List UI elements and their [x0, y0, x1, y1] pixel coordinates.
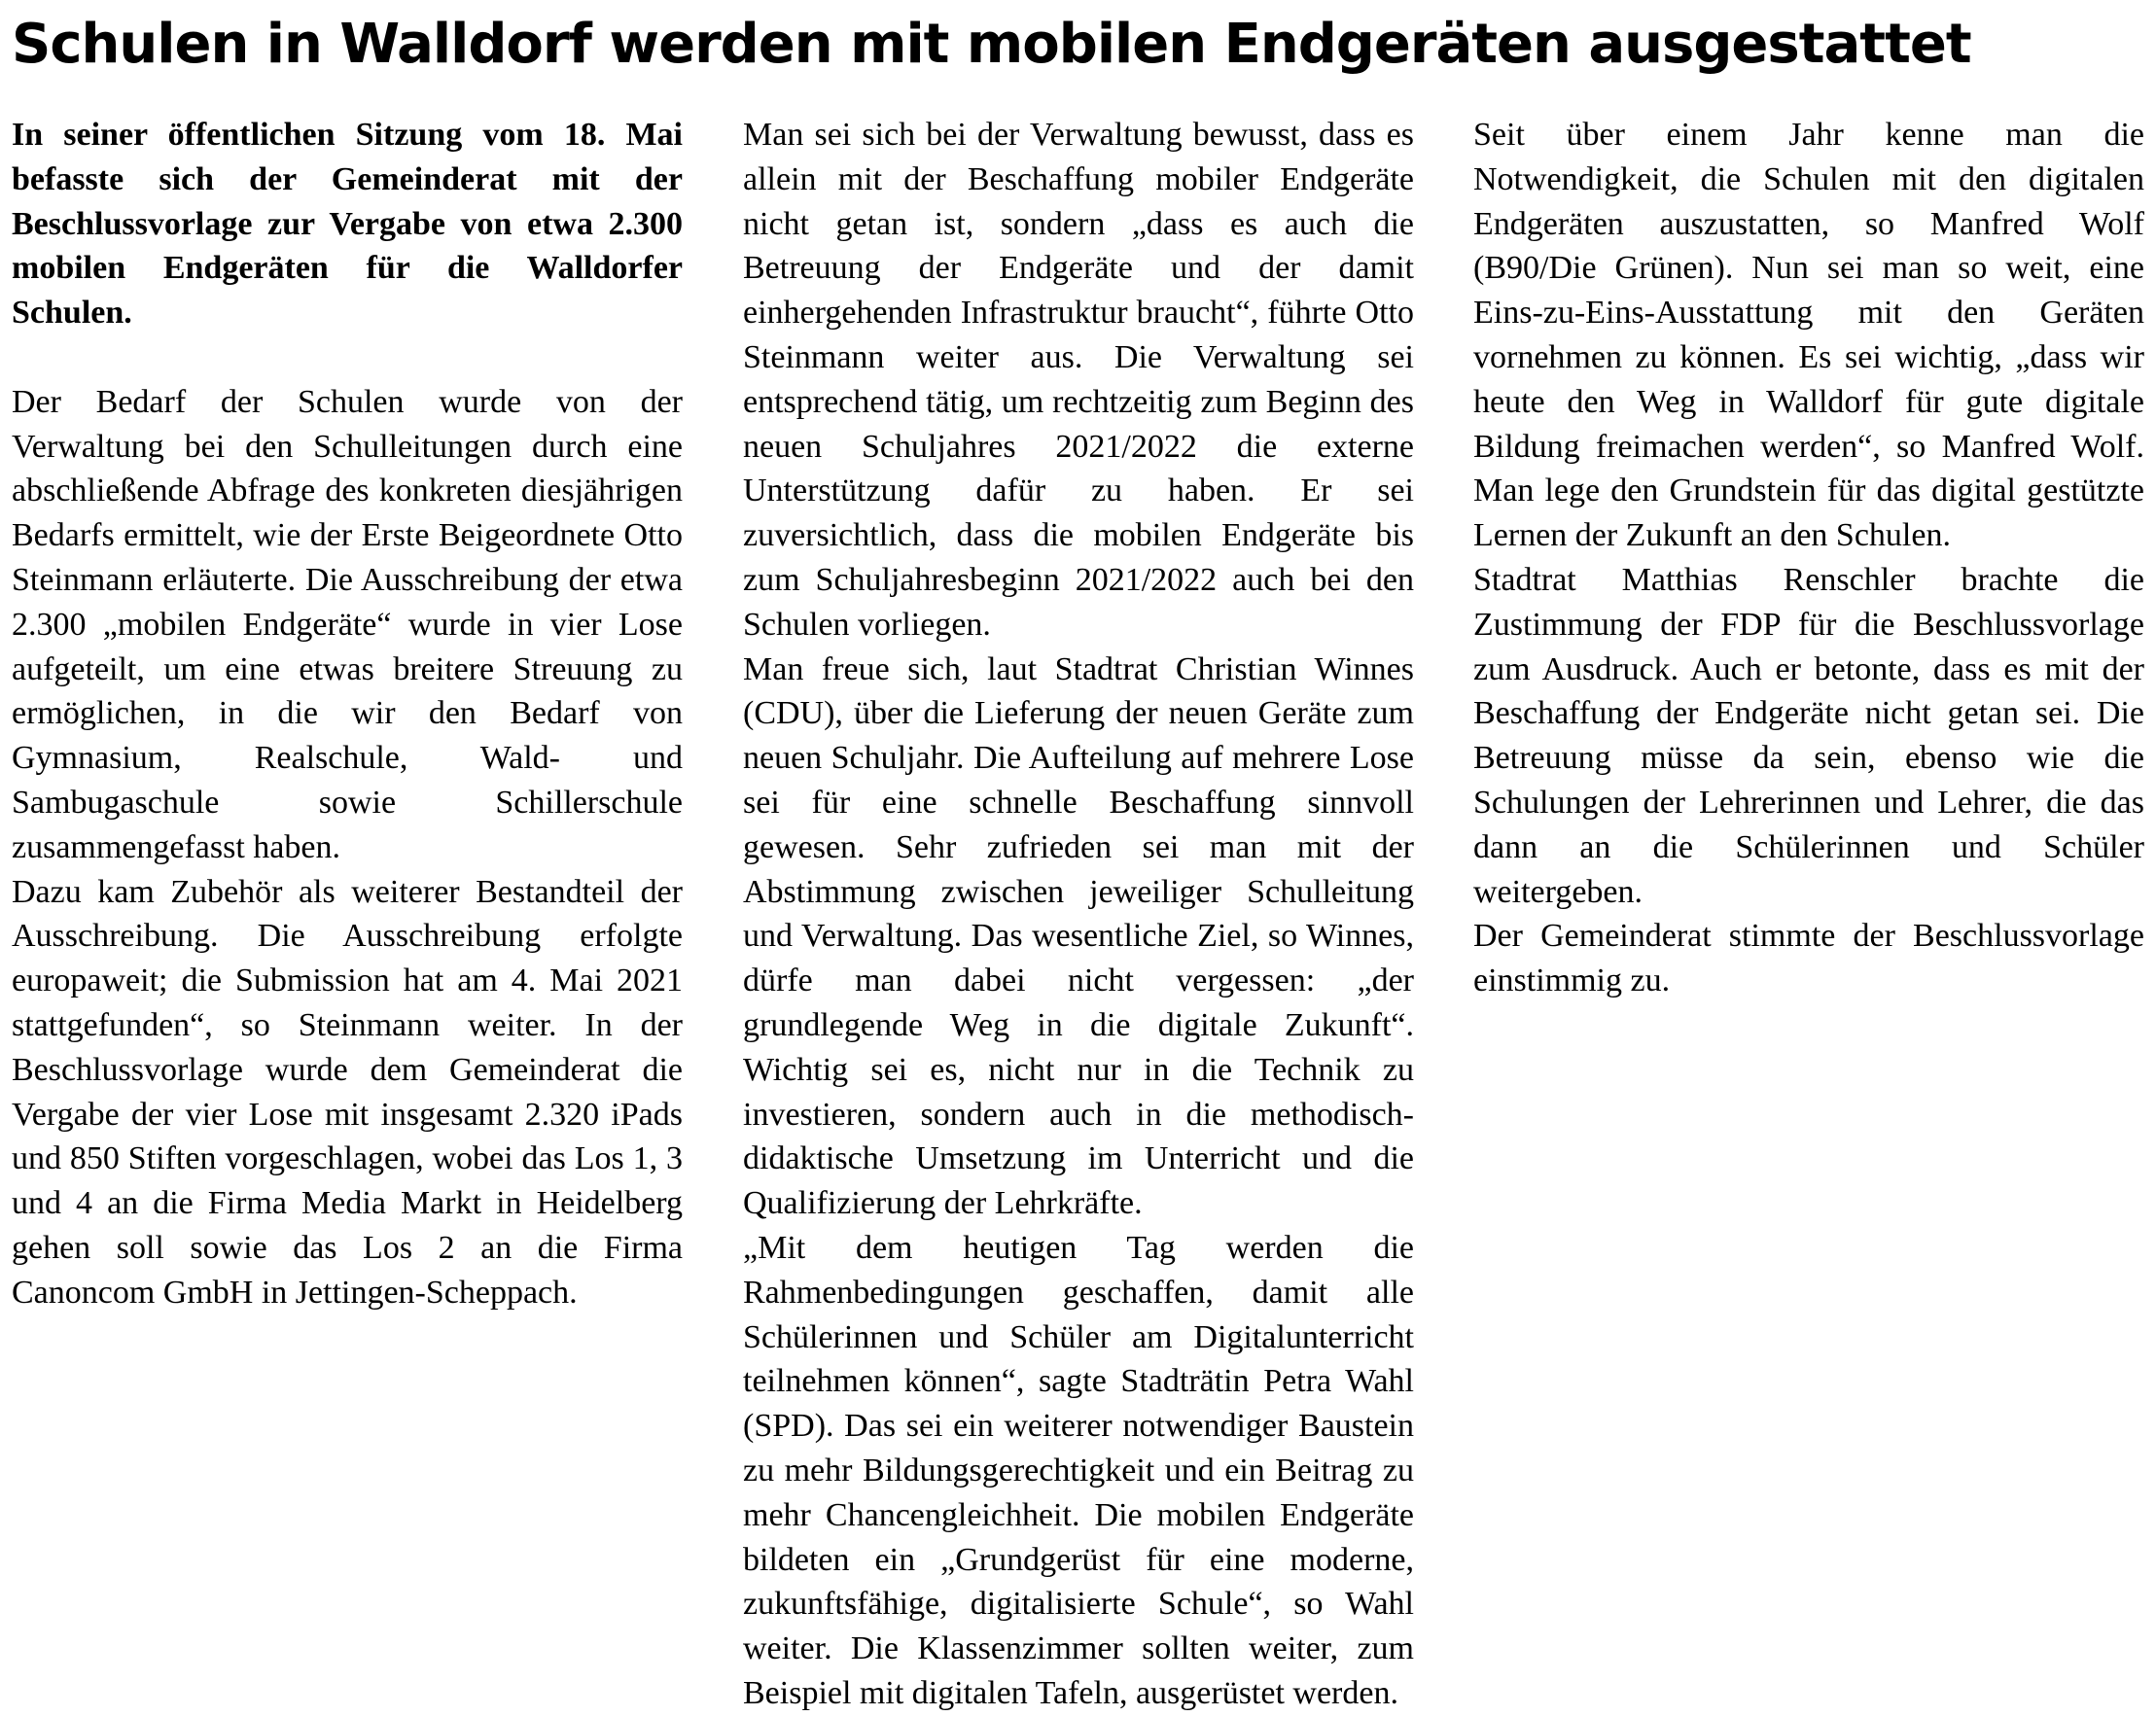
closing-paragraph: Der Gemeinderat stimmte der Beschlussvorlage einstimmig zu. — [1473, 918, 2144, 999]
text-column-3 — [1473, 113, 2144, 1003]
text-column-1 — [12, 113, 683, 1315]
body-paragraph: Der Bedarf der Schulen wurde von der Verwaltung bei den Schulleitungen durch eine abschließende Abfrage des konkreten diesjährigen Bedarfs ermittelt, wie der Erste Beigeordnete Otto Steinmann erläuterte. Die Ausschreibung der etwa 2.300 „mobilen Endgeräte“ wurde in vier Lose aufgeteilt, um eine etwas breitere Streuung zu ermöglichen, in die wir den Bedarf von Gymnasium, Realschule, Wald- und Sambugaschule sowie Schillerschule zusammengefasst haben. — [12, 383, 683, 865]
body-paragraph-split: „Mit dem heutigen Tag werden die Rahmenbedingungen geschaffen, damit alle Schülerinnen und Schüler am Digitalunterricht teilnehmen können“, sagte Stadträtin Petra Wahl (SPD). Das sei ein weiterer notwendiger Baustein zu mehr Bildungsgerechtigkeit und ein Beitrag zu mehr Chancengleichheit. Die mobilen Endgeräte bildeten ein „Grundgerüst für eine moderne, zukunftsfähige, digitalisierte Schule“, so Wahl weiter. Die Klassenzimmer sollten weiter, zum Beispiel mit digitalen Tafeln, ausgerüstet werden. — [743, 1229, 1414, 1711]
text-column-2 — [743, 113, 1414, 1716]
body-paragraph: Man sei sich bei der Verwaltung bewusst, dass es allein mit der Beschaffung mobiler Endgeräte nicht getan ist, sondern „dass es auch die Betreuung der Endgeräte und der damit einhergehenden Infrastruktur braucht“, führte Otto Steinmann weiter aus. Die Verwaltung sei entsprechend tätig, um rechtzeitig zum Beginn des neuen Schuljahres 2021/2022 die externe Unterstützung dafür zu haben. Er sei zuversichtlich, dass die mobilen Endgeräte bis zum Schuljahresbeginn 2021/2022 auch bei den Schulen vorliegen. — [743, 117, 1414, 643]
lead-paragraph: In seiner öffentlichen Sitzung vom 18. Mai befasste sich der Gemeinderat mit der Beschlussvorlage zur Vergabe von etwa 2.300 mobilen Endgeräten für die Walldorfer Schulen. — [12, 117, 683, 332]
body-paragraph: Dazu kam Zubehör als weiterer Bestandteil der Ausschreibung. Die Ausschreibung erfolgte europaweit; die Submission hat am 4. Mai 2021 stattgefunden“, so Steinmann weiter. In der Beschlussvorlage wurde dem Gemeinderat die Vergabe der vier Lose mit insgesamt 2.320 iPads und 850 Stiften vorgeschlagen, wobei das Los 1, 3 und 4 an die Firma Media Markt in Heidelberg gehen soll sowie das Los 2 an die Firma Canoncom GmbH in Jettingen-Scheppach. — [12, 873, 683, 1311]
body-paragraph: Seit über einem Jahr kenne man die Notwendigkeit, die Schulen mit den digitalen Endgeräten auszustatten, so Manfred Wolf (B90/Die Grünen). Nun sei man so weit, eine Eins-zu-Eins-Ausstattung mit den Geräten vornehmen zu können. Es sei wichtig, „dass wir heute den Weg in Walldorf für gute digitale Bildung freimachen werden“, so Manfred Wolf. Man lege den Grundstein für das digital gestützte Lernen der Zukunft an den Schulen. — [1473, 117, 2144, 554]
body-paragraph: Stadtrat Matthias Renschler brachte die Zustimmung der FDP für die Beschlussvorlage zum Ausdruck. Auch er betonte, dass es mit der Beschaffung der Endgeräte nicht getan sei. Die Betreuung müsse da sein, ebenso wie die Schulungen der Lehrerinnen und Lehrer, die das dann an die Schülerinnen und Schüler weitergeben. — [1473, 561, 2144, 910]
article-headline: Schulen in Walldorf werden mit mobilen Endgeräten ausgestattet — [12, 13, 1971, 76]
body-paragraph: Man freue sich, laut Stadtrat Christian Winnes (CDU), über die Lieferung der neuen Geräte zum neuen Schuljahr. Die Aufteilung auf mehrere Lose sei für eine schnelle Beschaffung sinnvoll gewesen. Sehr zufrieden sei man mit der Abstimmung zwischen jeweiliger Schulleitung und Verwaltung. Das wesentliche Ziel, so Winnes, dürfe man dabei nicht vergessen: „der grundlegende Weg in die digitale Zukunft“. Wichtig sei es, nicht nur in die Technik zu investieren, sondern auch in die methodisch-didaktische Umsetzung im Unterricht und die Qualifizierung der Lehrkräfte. — [743, 650, 1414, 1222]
